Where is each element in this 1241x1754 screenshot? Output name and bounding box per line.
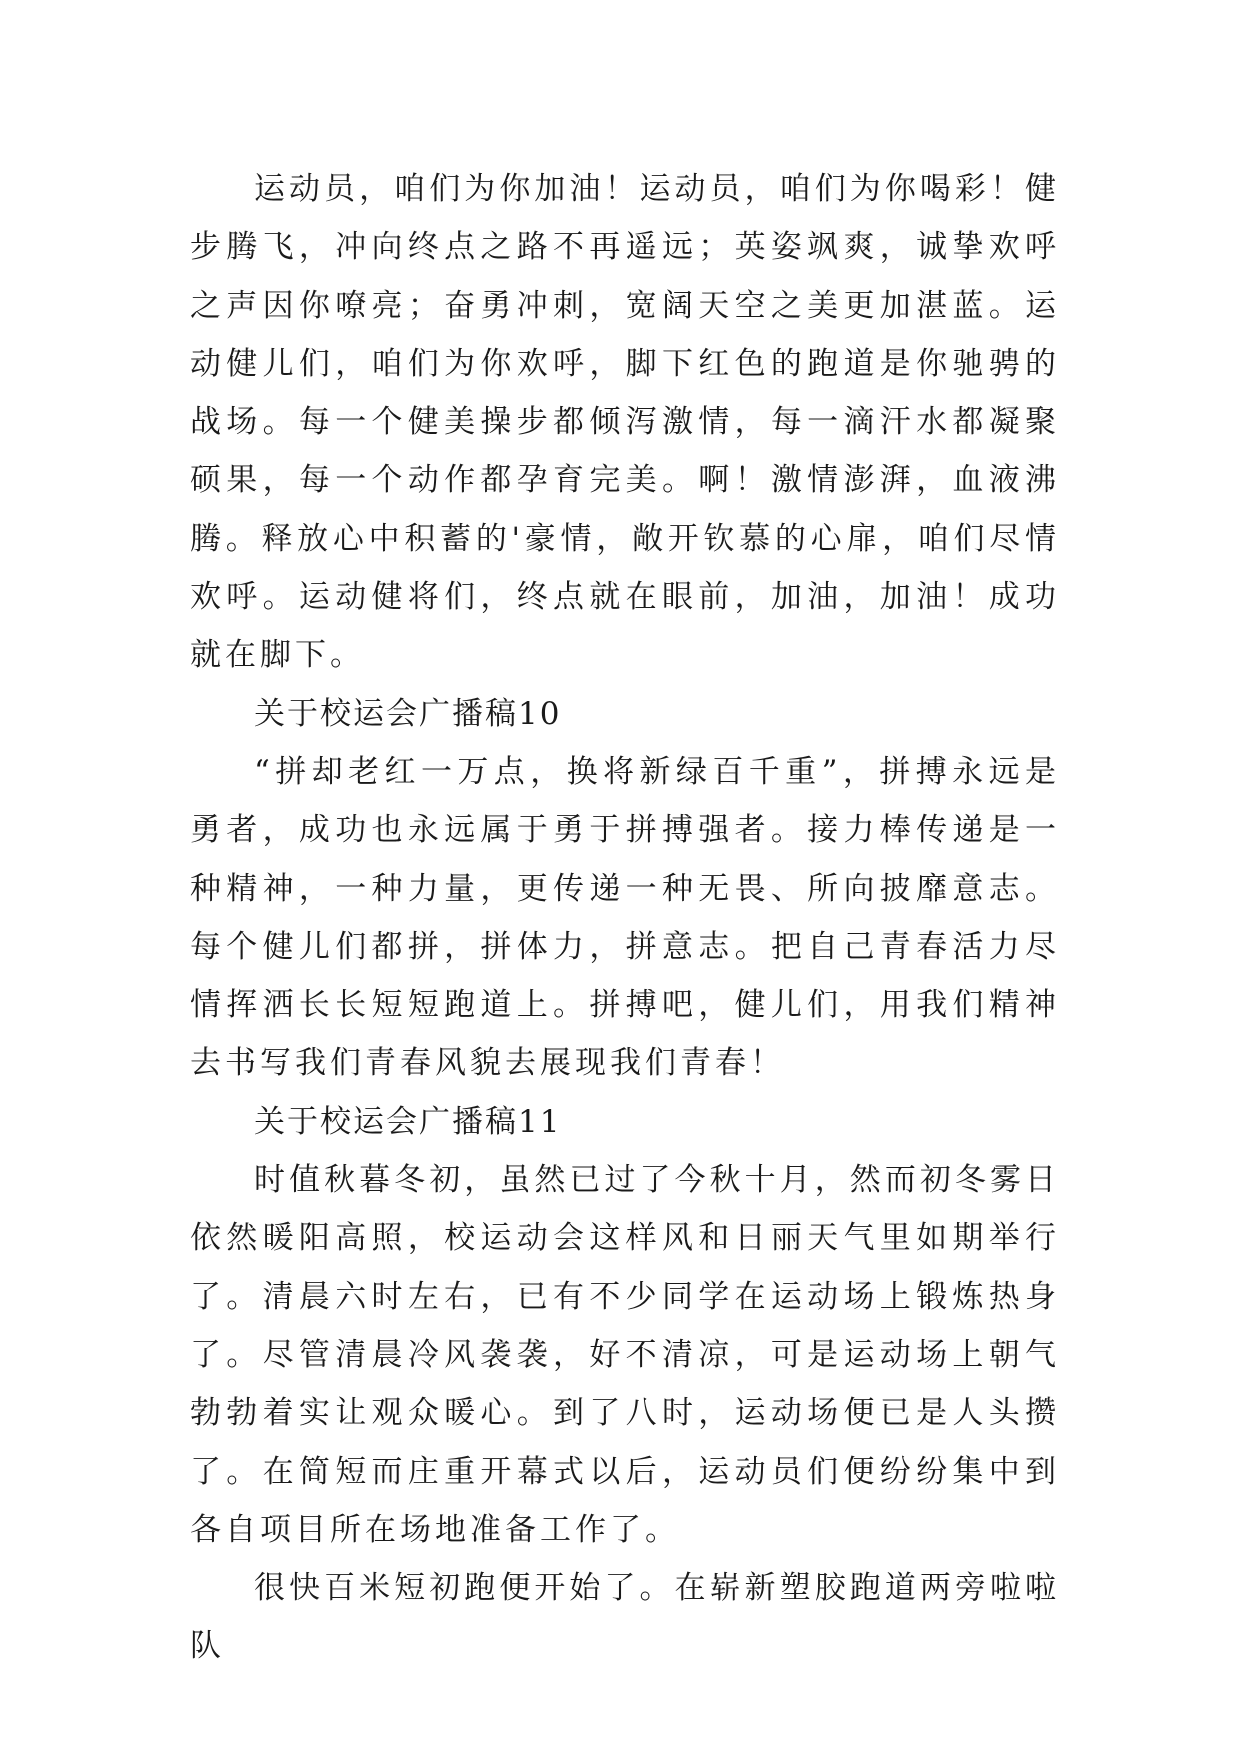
section-heading-11: 关于校运会广播稿11 bbox=[254, 1103, 562, 1140]
paragraph-sprint: 很快百米短初跑便开始了。在崭新塑胶跑道两旁啦啦队 bbox=[190, 1570, 1060, 1665]
document-body bbox=[190, 160, 1060, 1676]
paragraph-relay: “拼却老红一万点，换将新绿百千重”，拼搏永远是勇者，成功也永远属于勇于拼搏强者。接力棒传递是一种精神，一种力量，更传递一种无畏、所向披靡意志。每个健儿们都拼，拼体力，拼意志。把自己青春活力尽情挥洒长长短短跑道上。拼搏吧，健儿们，用我们精神去书写我们青春风貌去展现我们青春！ bbox=[190, 753, 1060, 1082]
section-heading-10: 关于校运会广播稿10 bbox=[254, 695, 562, 732]
paragraph-morning: 时值秋暮冬初，虽然已过了今秋十月，然而初冬雾日依然暖阳高照，校运动会这样风和日丽天气里如期举行了。清晨六时左右，已有不少同学在运动场上锻炼热身了。尽管清晨冷风袭袭，好不清凉，可是运动场上朝气勃勃着实让观众暖心。到了八时，运动场便已是人头攒了。在简短而庄重开幕式以后，运动员们便纷纷集中到各自项目所在场地准备工作了。 bbox=[190, 1162, 1060, 1548]
paragraph-cheer: 运动员，咱们为你加油！运动员，咱们为你喝彩！健步腾飞，冲向终点之路不再遥远；英姿飒爽，诚挚欢呼之声因你嘹亮；奋勇冲刺，宽阔天空之美更加湛蓝。运动健儿们，咱们为你欢呼，脚下红色的跑道是你驰骋的战场。每一个健美操步都倾泻激情，每一滴汗水都凝聚硕果，每一个动作都孕育完美。啊！激情澎湃，血液沸腾。释放心中积蓄的'豪情，敞开钦慕的心扉，咱们尽情欢呼。运动健将们，终点就在眼前，加油，加油！成功就在脚下。 bbox=[190, 171, 1060, 674]
